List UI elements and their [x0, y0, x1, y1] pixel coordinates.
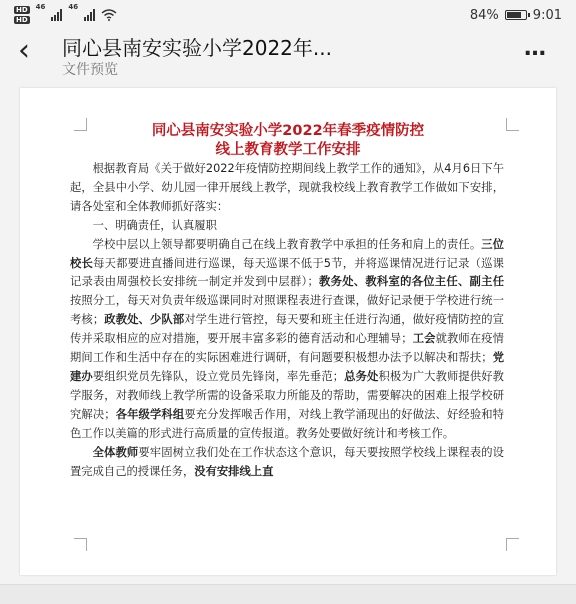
- crop-mark-top-right: [506, 118, 519, 131]
- crop-mark-bottom-right: [506, 538, 519, 551]
- paragraph-intro: 根据教育局《关于做好2022年疫情防控期间线上教学工作的通知》，从4月6日下午起，全县中小学、幼儿园一律开展线上教学，现就我校线上教育教学工作做如下安排，请各处室和全体教师抓好落实：: [70, 162, 504, 213]
- text-run: 每天都要进直播间进行巡课，每天巡课不低于5节，并将巡课情况进行记录（巡课记录表由周强校长安排统一制定并发到中层群）；: [70, 256, 504, 289]
- bold-run: 工会: [412, 332, 436, 346]
- battery-fill: [507, 12, 521, 18]
- signal-1-label: 46: [35, 3, 46, 11]
- page-subtitle: 文件预览: [62, 62, 118, 78]
- bold-run: 政教处、少队部: [104, 313, 185, 327]
- document-title-line-2: 线上教育教学工作安排: [215, 142, 361, 158]
- bold-run: 教务处、教科室的各位主任、副主任: [318, 275, 504, 289]
- bold-run: 全体教师: [92, 445, 139, 459]
- document-body: [70, 160, 504, 481]
- wifi-icon: [101, 9, 117, 21]
- document-title: [70, 122, 506, 160]
- text-run: 就教师在疫情期间工作和生活中存在的实际困难进行调研，有问题要积极想办法予以解决和帮扶；: [70, 332, 504, 365]
- more-dots-icon[interactable]: …: [524, 36, 548, 61]
- crop-mark-bottom-left: [74, 538, 87, 551]
- signal-1-icon: [51, 9, 62, 21]
- text-run: 要组织党员先锋队，设立党员先锋岗，率先垂范；: [92, 369, 345, 383]
- signal-2-label: 46: [68, 3, 79, 11]
- paragraph-teachers: [70, 444, 504, 482]
- status-bar: [0, 0, 576, 30]
- text-run: 学校中层以上领导都要明确自己在线上教育教学中承担的任务和肩上的责任。: [92, 237, 482, 251]
- page-title: 同心县南安实验小学2022年...: [62, 36, 332, 60]
- bold-run: 三位校长: [70, 237, 504, 270]
- section-heading: 一、明确责任，认真履职: [92, 218, 217, 232]
- app-header: [0, 30, 576, 86]
- paragraph-responsibilities: [70, 236, 504, 444]
- hd-label-1: HD: [16, 6, 28, 14]
- text-run: 对学生进行管控，每天要和班主任进行沟通，做好疫情防控的宣传并采取相应的应对措施，要开展丰富多彩的德育活动和心理辅导；: [70, 313, 504, 346]
- hd-badge: [14, 5, 30, 25]
- hd-label-2: HD: [16, 16, 28, 24]
- battery-icon: [505, 10, 527, 20]
- bold-run: 没有安排线上直: [194, 464, 274, 478]
- text-run: 积极为广大教师提供好教学服务，对教师线上教学所需的设备采取力所能及的帮助，需要解决的困难上报学校研究解决；: [70, 369, 504, 421]
- text-run: 按照分工，每天对负责年级巡课同时对照课程表进行查课，做好记录便于学校进行统一考核；: [70, 294, 504, 327]
- bold-run: 党建办: [70, 351, 504, 383]
- text-run: 要充分发挥喉舌作用，对线上教学涌现出的好做法、好经验和特色工作以美篇的形式进行高质量的宣传报道。教务处要做好统计和考核工作。: [70, 407, 504, 440]
- bold-run: 总务处: [344, 369, 379, 383]
- clock-time: 9:01: [532, 7, 562, 23]
- chevron-left-icon[interactable]: ‹: [18, 33, 30, 68]
- bold-run: 各年级学科组: [115, 407, 185, 421]
- status-left: [14, 5, 117, 25]
- bottom-bar: [0, 584, 576, 604]
- document-page: [20, 88, 556, 575]
- battery-percent: 84%: [469, 7, 499, 23]
- text-run: 要牢固树立我们处在工作状态这个意识，每天要按照学校线上课程表的设置完成自己的授课任务，: [70, 445, 504, 478]
- document-title-line-1: 同心县南安实验小学2022年春季疫情防控: [151, 123, 425, 139]
- status-right: [470, 8, 562, 23]
- signal-2-icon: [84, 9, 95, 21]
